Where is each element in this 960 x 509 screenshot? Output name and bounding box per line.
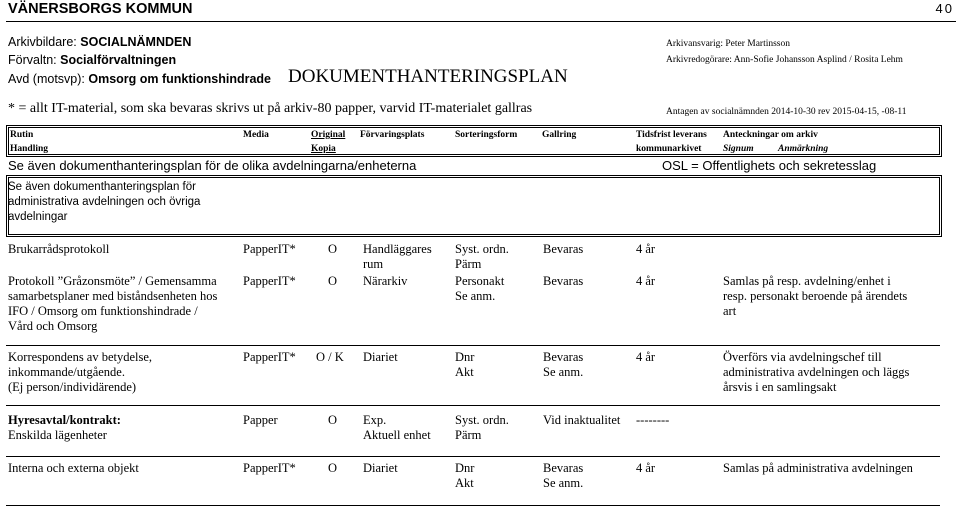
row-tidsfrist: 4 år xyxy=(636,242,656,256)
row-divider xyxy=(6,405,940,406)
department-value: Omsorg om funktionshindrade xyxy=(88,72,272,86)
row-divider xyxy=(6,456,940,457)
row-tidsfrist: -------- xyxy=(636,413,670,427)
row-handling: Hyresavtal/kontrakt: Enskilda lägenheter xyxy=(8,413,121,442)
row-gallring: Bevaras Se anm. xyxy=(543,350,584,379)
header-rule xyxy=(6,21,956,22)
col-original: Original xyxy=(311,130,346,140)
col-kopia: Kopia xyxy=(311,144,336,154)
row-forvaring: Diariet xyxy=(363,350,398,364)
row-original: O xyxy=(328,274,338,288)
row-original: O xyxy=(328,461,338,475)
col-media: Media xyxy=(243,130,269,140)
row-anteckning: Samlas på administrativa avdelningen xyxy=(723,461,913,475)
row-sortering: Syst. ordn. Pärm xyxy=(455,242,509,271)
row-tidsfrist: 4 år xyxy=(636,274,656,288)
row-tidsfrist: 4 år xyxy=(636,350,656,364)
page-number: 40 xyxy=(935,1,954,16)
administration-value: Socialförvaltningen xyxy=(60,53,177,67)
archive-responsible: Arkivansvarig: Peter Martinsson xyxy=(666,39,791,49)
row-handling: Brukarrådsprotokoll xyxy=(8,242,110,256)
col-anmarkning: Anmärkning xyxy=(778,144,829,154)
row-sortering: Personakt Se anm. xyxy=(455,274,505,303)
row-gallring: Vid inaktualitet xyxy=(543,413,621,427)
row-original: O xyxy=(328,413,338,427)
it-material-note: * = allt IT-material, som ska bevaras skrivs ut på arkiv-80 papper, varvid IT-materialet gallras xyxy=(8,101,533,116)
row-anteckning: Samlas på resp. avdelning/enhet i resp. personakt beroende på ärendets art xyxy=(723,274,908,318)
col-handling: Handling xyxy=(10,144,49,154)
row-anteckning: Överförs via avdelningschef till administrativa avdelningen och läggs årsvis i en samlingsakt xyxy=(723,350,910,394)
col-signum: Signum xyxy=(723,144,754,154)
col-anteckningar: Anteckningar om arkiv xyxy=(723,130,818,140)
row-forvaring: Exp. Aktuell enhet xyxy=(363,413,431,442)
see-also-admin-text: Se även dokumenthanteringsplan för administrativa avdelningen och övriga avdelningar xyxy=(8,181,201,223)
row-media: PapperIT* xyxy=(243,350,296,364)
row-gallring: Bevaras xyxy=(543,242,584,256)
col-forvaringsplats: Förvaringsplats xyxy=(360,130,425,140)
row-handling: Interna och externa objekt xyxy=(8,461,139,475)
row-media: PapperIT* xyxy=(243,274,296,288)
row-original: O xyxy=(328,242,338,256)
archive-reporter: Arkivredogörare: Ann-Sofie Johansson Asplind / Rosita Lehm xyxy=(666,55,903,65)
osl-legend: OSL = Offentlighets och sekretesslag xyxy=(662,158,877,173)
document-title: DOKUMENTHANTERINGSPLAN xyxy=(288,66,568,87)
row-divider xyxy=(6,505,940,506)
row-divider xyxy=(6,345,940,346)
col-sorteringsform: Sorteringsform xyxy=(455,130,518,140)
department xyxy=(8,72,271,86)
municipality-name: VÄNERSBORGS KOMMUN xyxy=(8,1,193,17)
row-media: Papper xyxy=(243,413,278,427)
administration xyxy=(8,53,176,67)
see-also-plan: Se även dokumenthanteringsplan för de olika avdelningarna/enheterna xyxy=(8,158,417,173)
row-handling: Protokoll ”Gråzonsmöte” / Gemensamma samarbetsplaner med biståndsenheten hos IFO / Omsorg om funktionshindrade / Vård och Omsorg xyxy=(8,274,218,333)
row-original: O / K xyxy=(316,350,344,364)
row-media: PapperIT* xyxy=(243,461,296,475)
col-kommunarkivet: kommunarkivet xyxy=(636,144,702,154)
archive-creator-value: SOCIALNÄMNDEN xyxy=(80,35,192,49)
row-sortering: Dnr Akt xyxy=(455,461,475,490)
col-gallring: Gallring xyxy=(542,130,577,140)
row-forvaring: Handläggares rum xyxy=(363,242,432,271)
archive-creator-label: Arkivbildare: xyxy=(8,35,77,49)
row-gallring: Bevaras xyxy=(543,274,584,288)
row-forvaring: Närarkiv xyxy=(363,274,408,288)
col-tidsfrist: Tidsfrist leverans xyxy=(636,130,707,140)
row-sortering: Dnr Akt xyxy=(455,350,475,379)
administration-label: Förvaltn: xyxy=(8,53,57,67)
row-tidsfrist: 4 år xyxy=(636,461,656,475)
adopted-date: Antagen av socialnämnden 2014-10-30 rev 2015-04-15, -08-11 xyxy=(666,107,907,117)
col-rutin: Rutin xyxy=(10,130,34,140)
row-media: PapperIT* xyxy=(243,242,296,256)
row-forvaring: Diariet xyxy=(363,461,398,475)
department-label: Avd (motsvp): xyxy=(8,72,85,86)
archive-creator xyxy=(8,35,191,49)
row-gallring: Bevaras Se anm. xyxy=(543,461,584,490)
row-sortering: Syst. ordn. Pärm xyxy=(455,413,509,442)
row-handling: Korrespondens av betydelse, inkommande/utgående. (Ej person/individärende) xyxy=(8,350,153,394)
